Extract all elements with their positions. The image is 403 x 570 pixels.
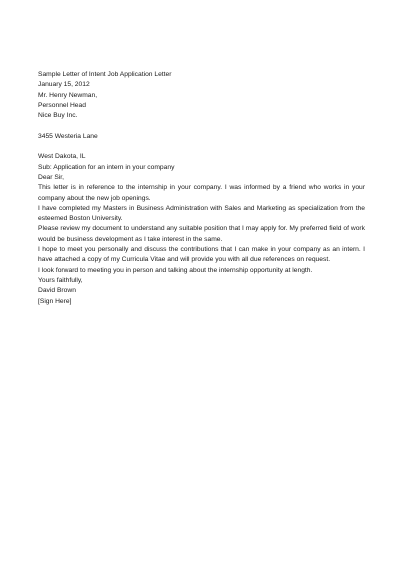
street-address: 3455 Westeria Lane <box>38 132 98 140</box>
signature-placeholder: [Sign Here] <box>38 297 72 305</box>
recipient-company: Nice Buy Inc. <box>38 112 78 120</box>
salutation: Dear Sir, <box>38 173 65 181</box>
signer-name: David Brown <box>38 287 76 295</box>
spacer <box>38 142 365 152</box>
letter-body <box>38 70 365 307</box>
paragraph-2: I have completed my Masters in Business Administration with Sales and Marketing as specialization from the esteemed Boston University. <box>38 204 365 223</box>
letter-date: January 15, 2012 <box>38 81 90 89</box>
paragraph-3: Please review my document to understand any suitable position that I may apply for. My preferred field of work would be business development as I take interest in the same. <box>38 225 365 243</box>
subject-line: Sub: Application for an intern in your company <box>38 163 175 171</box>
paragraph-5: I look forward to meeting you in person and talking about the internship opportunity at length. <box>38 266 313 274</box>
closing: Yours faithfully, <box>38 276 83 284</box>
recipient-name: Mr. Henry Newman, <box>38 91 98 99</box>
spacer <box>38 121 365 131</box>
paragraph-1: This letter is in reference to the internship in your company. I was informed by a friend who works in your company about the new job openings. <box>38 184 365 202</box>
letter-heading: Sample Letter of Intent Job Application Letter <box>38 71 172 78</box>
city-address: West Dakota, IL <box>38 153 86 161</box>
recipient-title: Personnel Head <box>38 101 86 109</box>
paragraph-4: I hope to meet you personally and discuss the contributions that I can make in your company as an intern. I have attached a copy of my Curricula Vitae and will provide you with all due references on request. <box>38 246 365 264</box>
